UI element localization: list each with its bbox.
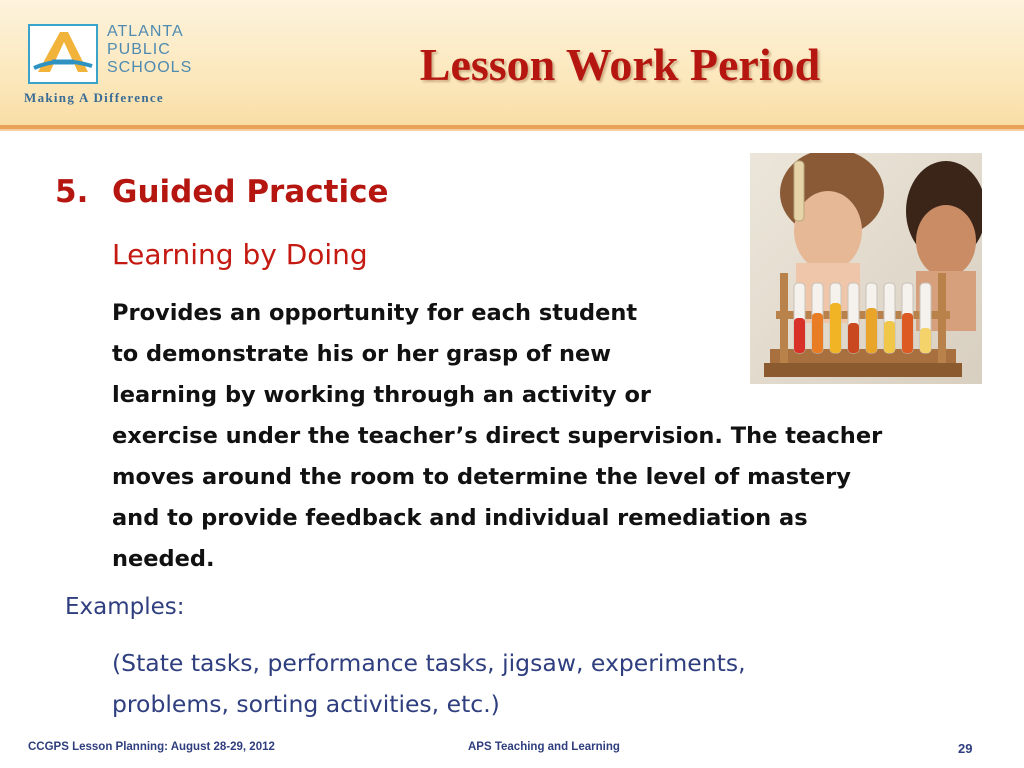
- logo-a-icon: [28, 24, 98, 84]
- item-heading: Guided Practice: [112, 174, 389, 210]
- body-line: moves around the room to determine the level of mastery: [112, 464, 851, 490]
- body-line: to demonstrate his or her grasp of new: [112, 341, 612, 367]
- body-line: learning by working through an activity or: [112, 382, 652, 408]
- aps-logo: [22, 18, 204, 108]
- examples-label: Examples:: [65, 594, 185, 620]
- logo-line-public: PUBLIC: [107, 41, 171, 58]
- body-line: Provides an opportunity for each student: [112, 300, 638, 326]
- subheading: Learning by Doing: [112, 238, 368, 271]
- list-number: 5.: [55, 174, 89, 210]
- students-test-tubes-photo: [750, 153, 982, 384]
- logo-tagline: Making A Difference: [24, 90, 164, 105]
- footer-department: APS Teaching and Learning: [468, 741, 620, 753]
- footer-event: CCGPS Lesson Planning: August 28-29, 2012: [28, 741, 275, 753]
- logo-line-schools: SCHOOLS: [107, 59, 193, 76]
- header-divider-light: [0, 129, 1024, 131]
- slide-title: Lesson Work Period: [419, 39, 821, 90]
- body-line: needed.: [112, 546, 215, 572]
- body-line: exercise under the teacher’s direct supervision. The teacher: [112, 423, 883, 449]
- examples-line: (State tasks, performance tasks, jigsaw, experiments,: [112, 649, 746, 677]
- examples-list: [112, 643, 992, 725]
- page-number: 29: [958, 741, 973, 756]
- examples-line: problems, sorting activities, etc.): [112, 690, 500, 718]
- logo-line-atlanta: ATLANTA: [107, 23, 184, 40]
- body-line: and to provide feedback and individual remediation as: [112, 505, 808, 531]
- logo-wordmark: [107, 23, 192, 77]
